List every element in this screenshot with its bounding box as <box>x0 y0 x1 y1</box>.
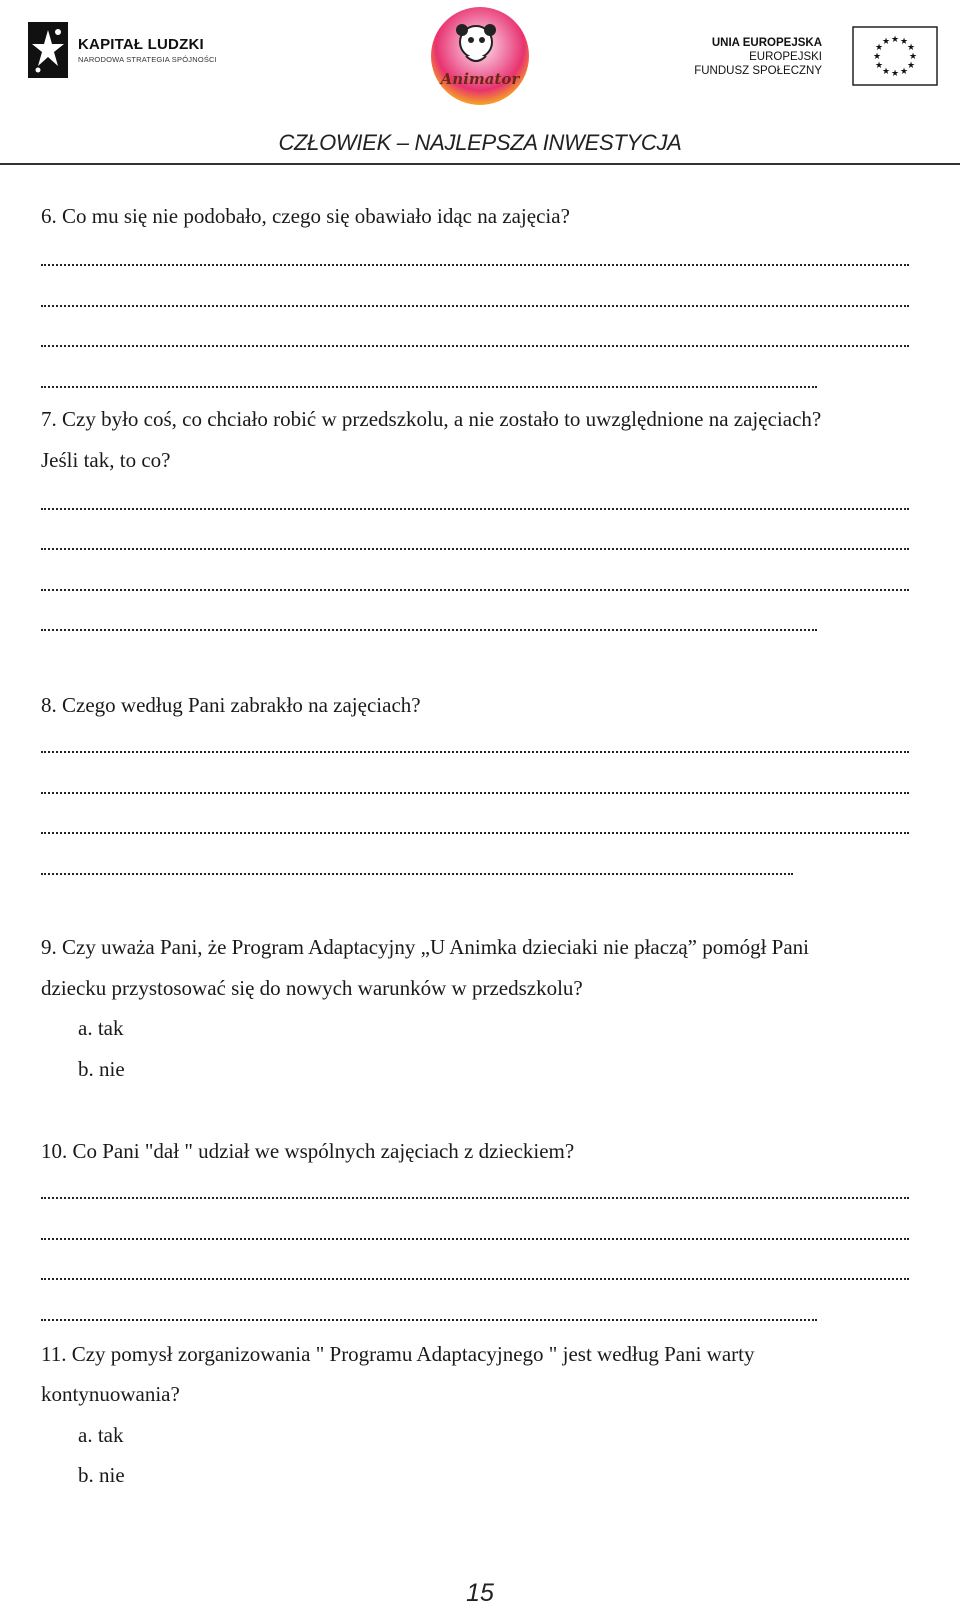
question-8: 8. Czego według Pani zabrakło na zajęciach? <box>41 693 421 717</box>
question-11-line1: 11. Czy pomysł zorganizowania " Programu Adaptacyjnego " jest według Pani warty <box>41 1342 755 1366</box>
question-7-line2: Jeśli tak, to co? <box>41 448 171 472</box>
question-10: 10. Co Pani "dał " udział we wspólnych zajęciach z dzieckiem? <box>41 1139 575 1163</box>
answer-line <box>41 749 909 753</box>
answer-line <box>41 1195 909 1199</box>
eu-logo-text <box>694 36 822 78</box>
question-11-line2: kontynuowania? <box>41 1382 180 1406</box>
kapital-ludzki-subtitle: NARODOWA STRATEGIA SPÓJNOŚCI <box>78 55 217 64</box>
answer-line <box>41 384 817 388</box>
page-number: 15 <box>466 1579 494 1607</box>
svg-text:★: ★ <box>899 67 909 77</box>
answer-line <box>41 790 909 794</box>
svg-text:★: ★ <box>890 35 900 45</box>
svg-text:★: ★ <box>908 52 918 62</box>
svg-text:★: ★ <box>881 37 891 47</box>
eu-logo-line2: EUROPEJSKI <box>749 51 822 63</box>
answer-line <box>41 1236 909 1240</box>
kapital-ludzki-title: KAPITAŁ LUDZKI <box>78 36 204 53</box>
answer-line <box>41 506 909 510</box>
header-motto: CZŁOWIEK – NAJLEPSZA INWESTYCJA <box>278 130 682 155</box>
answer-line <box>41 262 909 266</box>
answer-line <box>41 627 817 631</box>
svg-text:★: ★ <box>874 61 884 71</box>
svg-text:★: ★ <box>906 43 916 53</box>
svg-text:★: ★ <box>899 37 909 47</box>
svg-text:★: ★ <box>906 61 916 71</box>
animator-logo <box>428 4 532 108</box>
eu-logo-line1: UNIA EUROPEJSKA <box>711 37 822 49</box>
question-11-option-a[interactable]: a. tak <box>78 1423 124 1447</box>
question-9-option-a[interactable]: a. tak <box>78 1016 124 1040</box>
answer-line <box>41 303 909 307</box>
answer-line <box>41 343 909 347</box>
header-divider <box>0 163 960 165</box>
question-6: 6. Co mu się nie podobało, czego się obawiało idąc na zajęcia? <box>41 204 570 228</box>
svg-text:★: ★ <box>874 43 884 53</box>
answer-line <box>41 587 909 591</box>
kapital-ludzki-logo <box>28 22 238 82</box>
question-7-line1: 7. Czy było coś, co chciało robić w przedszkolu, a nie zostało to uwzględnione na zajęciach? <box>41 407 822 431</box>
svg-text:★: ★ <box>881 67 891 77</box>
eu-flag-icon <box>852 26 938 86</box>
kapital-ludzki-star-icon <box>28 22 68 78</box>
eu-logo <box>690 26 940 92</box>
answer-line <box>41 871 793 875</box>
answer-line <box>41 830 909 834</box>
answer-line <box>41 546 909 550</box>
question-9-line2: dziecku przystosować się do nowych warunków w przedszkolu? <box>41 976 583 1000</box>
question-9-option-b[interactable]: b. nie <box>78 1057 125 1081</box>
svg-text:★: ★ <box>890 69 900 79</box>
answer-line <box>41 1317 817 1321</box>
animator-logo-text: Animator <box>440 70 520 88</box>
svg-text:★: ★ <box>872 52 882 62</box>
answer-line <box>41 1276 909 1280</box>
page-header <box>0 0 960 166</box>
question-11-option-b[interactable]: b. nie <box>78 1463 125 1487</box>
question-9-line1: 9. Czy uważa Pani, że Program Adaptacyjny „U Animka dzieciaki nie płaczą” pomógł Pani <box>41 935 810 959</box>
eu-logo-line3: FUNDUSZ SPOŁECZNY <box>694 65 822 77</box>
